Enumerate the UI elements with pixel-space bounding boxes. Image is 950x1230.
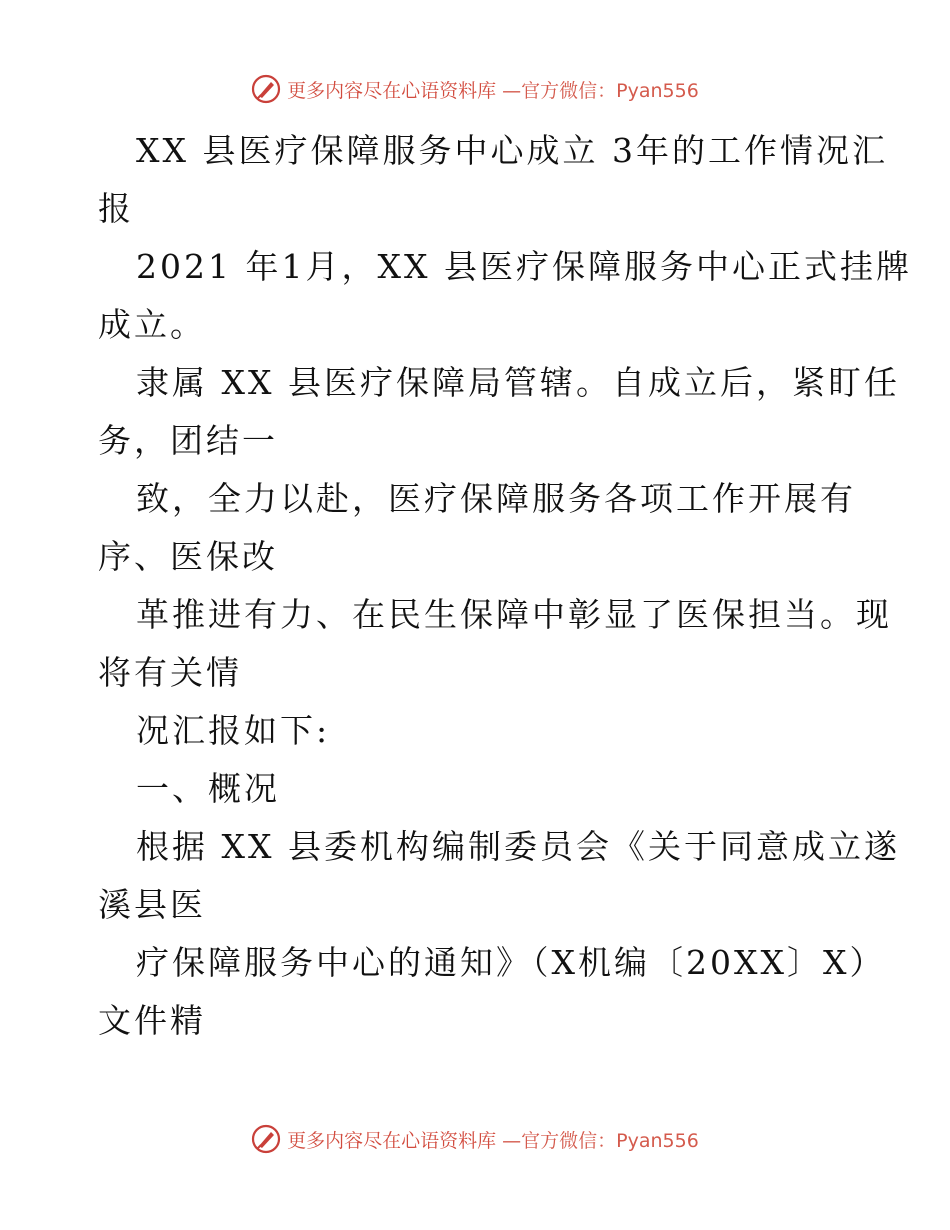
text-line: 致，全力以赴，医疗保障服务各项工作开展有 <box>136 479 856 518</box>
quill-logo-icon <box>251 1124 281 1154</box>
text-line: 革推进有力、在民生保障中彰显了医保担当。现 <box>136 595 892 634</box>
banner-main-text: 更多内容尽在心语资料库 <box>287 79 497 102</box>
banner-sub-text: —官方微信：Pyan556 <box>502 1129 699 1152</box>
text-line: 隶属 XX 县医疗保障局管辖。自成立后，紧盯任 <box>136 363 900 402</box>
header-banner <box>0 74 950 104</box>
text-line: 2021 年1月，XX 县医疗保障服务中心正式挂牌 <box>136 247 912 286</box>
banner-main-text: 更多内容尽在心语资料库 <box>287 1129 497 1152</box>
text-line: 溪县医 <box>98 885 206 924</box>
section-heading: 一、概况 <box>136 769 280 808</box>
text-line: 将有关情 <box>98 653 242 692</box>
text-line: 文件精 <box>98 1001 206 1040</box>
text-line: 成立。 <box>98 305 206 344</box>
text-line: 疗保障服务中心的通知》（X机编〔20XX〕X） <box>136 943 886 982</box>
text-line: 序、医保改 <box>98 537 278 576</box>
text-line: 务，团结一 <box>98 421 278 460</box>
text-line: XX 县医疗保障服务中心成立 3年的工作情况汇 <box>136 131 888 170</box>
footer-banner <box>0 1124 950 1154</box>
banner-sub-text: —官方微信：Pyan556 <box>502 79 699 102</box>
text-line: 报 <box>98 189 134 228</box>
text-line: 况汇报如下: <box>136 711 331 750</box>
quill-logo-icon <box>251 74 281 104</box>
document-body <box>98 122 912 1050</box>
text-line: 根据 XX 县委机构编制委员会《关于同意成立遂 <box>136 827 900 866</box>
